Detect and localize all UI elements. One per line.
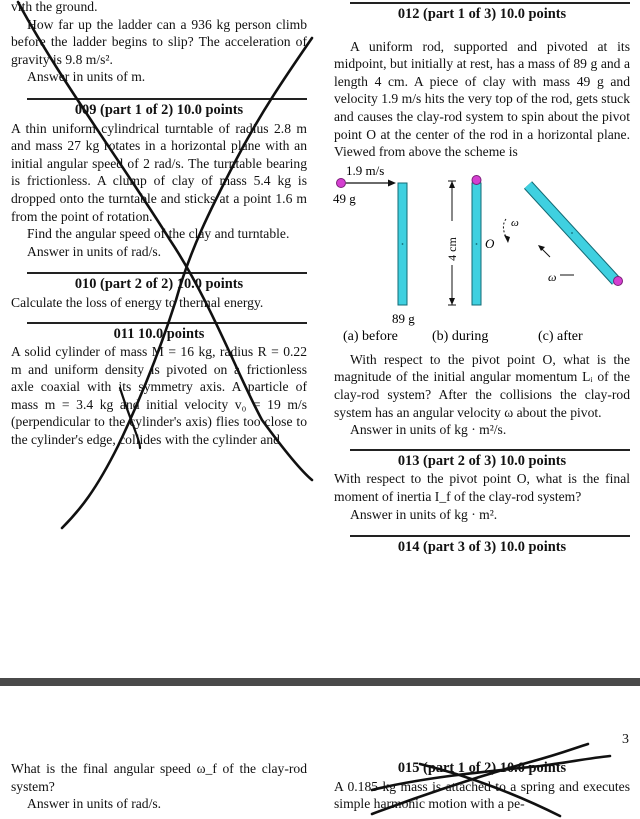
- pivot-label: O: [485, 235, 495, 251]
- caption-before: (a) before: [343, 328, 398, 344]
- fragment-text: vith the ground.: [11, 0, 98, 14]
- bottom-left-column: [11, 760, 307, 813]
- clay-mass-label: 49 g: [333, 190, 356, 206]
- question-012-header: 012 (part 1 of 3) 10.0 points: [397, 6, 567, 22]
- final-question-answer: Answer in units of rad/s.: [27, 796, 162, 812]
- omega-label-c: ω: [548, 269, 557, 284]
- divider: [27, 322, 307, 324]
- right-column: [334, 4, 630, 557]
- clay-ball-during: [472, 175, 481, 184]
- question-013-text: With respect to the pivot point O, what is the final moment of inertia I_f of the clay-rod system?: [334, 471, 630, 504]
- caption-after: (c) after: [538, 328, 583, 344]
- rod-clay-figure: [328, 163, 628, 345]
- question-012-question: With respect to the pivot point O, what is the magnitude of the initial angular momentum Lᵢ of the clay-rod system? After the collisions the clay-rod system has an angular velocity ω about the pivot.: [334, 351, 630, 420]
- divider: [350, 535, 630, 537]
- question-ladder-answer: Answer in units of m.: [27, 69, 146, 85]
- divider: [350, 449, 630, 451]
- final-question-text: What is the final angular speed ω_f of the clay-rod system?: [11, 761, 307, 794]
- question-009-answer: Answer in units of rad/s.: [27, 243, 162, 259]
- question-015-text: A 0.185 kg mass is attached to a spring and executes simple harmonic motion with a pe-: [334, 778, 630, 812]
- question-009-header: 009 (part 1 of 2) 10.0 points: [74, 101, 244, 118]
- dimension-arrow-down: [449, 298, 455, 305]
- rotation-arrow-head-c: [538, 245, 545, 251]
- bottom-right-column: [334, 760, 630, 813]
- page-bottom: [0, 686, 640, 819]
- question-011-header: 011 10.0 points: [113, 325, 205, 342]
- question-012-text: A uniform rod, supported and pivoted at its midpoint, but initially at rest, has a mass of 89 g and a length 4 cm. A piece of clay with mass 49 g and velocity 1.9 m/s hits the very top of the rod, gets stuck and causes the clay-rod system to spin about the pivot point O at the center of the rod in a horizontal plane. Viewed from above the scheme is: [334, 38, 630, 160]
- length-label: 4 cm: [445, 236, 459, 261]
- rod-center-dot: [571, 232, 573, 234]
- page-number: 3: [622, 732, 629, 747]
- clay-ball-before: [337, 178, 346, 187]
- question-010-header: 010 (part 2 of 2) 10.0 points: [74, 276, 244, 293]
- question-014-header: 014 (part 3 of 3) 10.0 points: [397, 539, 567, 556]
- question-012-answer: Answer in units of kg · m²/s.: [350, 422, 507, 438]
- clay-ball-after: [614, 276, 623, 285]
- rod-center-dot: [476, 243, 478, 245]
- divider: [27, 272, 307, 274]
- divider: [350, 2, 630, 4]
- rod-mass-label: 89 g: [392, 310, 415, 326]
- omega-label-b: ω: [511, 216, 519, 229]
- rotation-arrow-head: [504, 235, 510, 243]
- question-010-text: Calculate the loss of energy to thermal energy.: [11, 294, 264, 310]
- rod-center-dot: [402, 243, 404, 245]
- question-015-header: 015 (part 1 of 2) 10.0 points: [397, 760, 567, 776]
- velocity-label: 1.9 m/s: [346, 162, 385, 178]
- divider: [27, 98, 307, 100]
- question-ladder-text: How far up the ladder can a 936 kg person climb before the ladder begins to slip? The acceleration of gravity is 9.8 m/s².: [11, 16, 307, 67]
- question-009-find: Find the angular speed of the clay and turntable.: [27, 226, 290, 242]
- question-011-text: A solid cylinder of mass M = 16 kg, radius R = 0.22 m and uniform density is pivoted on a frictionless axle coaxial with its symmetry axis. A particle of mass m = 3.4 kg and initial velocity v₀ = 19 m/s (perpendicular to the cylinder's axis) flies too close to the cylinder's edge, collides with the cylinder and: [11, 344, 307, 448]
- question-009-text: A thin uniform cylindrical turntable of radius 2.8 m and mass 27 kg rotates in a horizontal plane with an initial angular speed of 2 rad/s. The turntable bearing is frictionless. A clump of clay of mass 5.4 kg is dropped onto the turntable and sticks at a point 1.6 m from the point of rotation.: [11, 120, 307, 224]
- page-gap: [0, 678, 640, 686]
- caption-during: (b) during: [432, 328, 489, 344]
- arrow-head: [388, 179, 396, 186]
- rotation-arrow-c: [542, 249, 550, 257]
- left-column: [11, 2, 307, 449]
- dimension-arrow-up: [449, 181, 455, 188]
- question-013-header: 013 (part 2 of 3) 10.0 points: [397, 452, 567, 469]
- question-013-answer: Answer in units of kg · m².: [350, 506, 498, 522]
